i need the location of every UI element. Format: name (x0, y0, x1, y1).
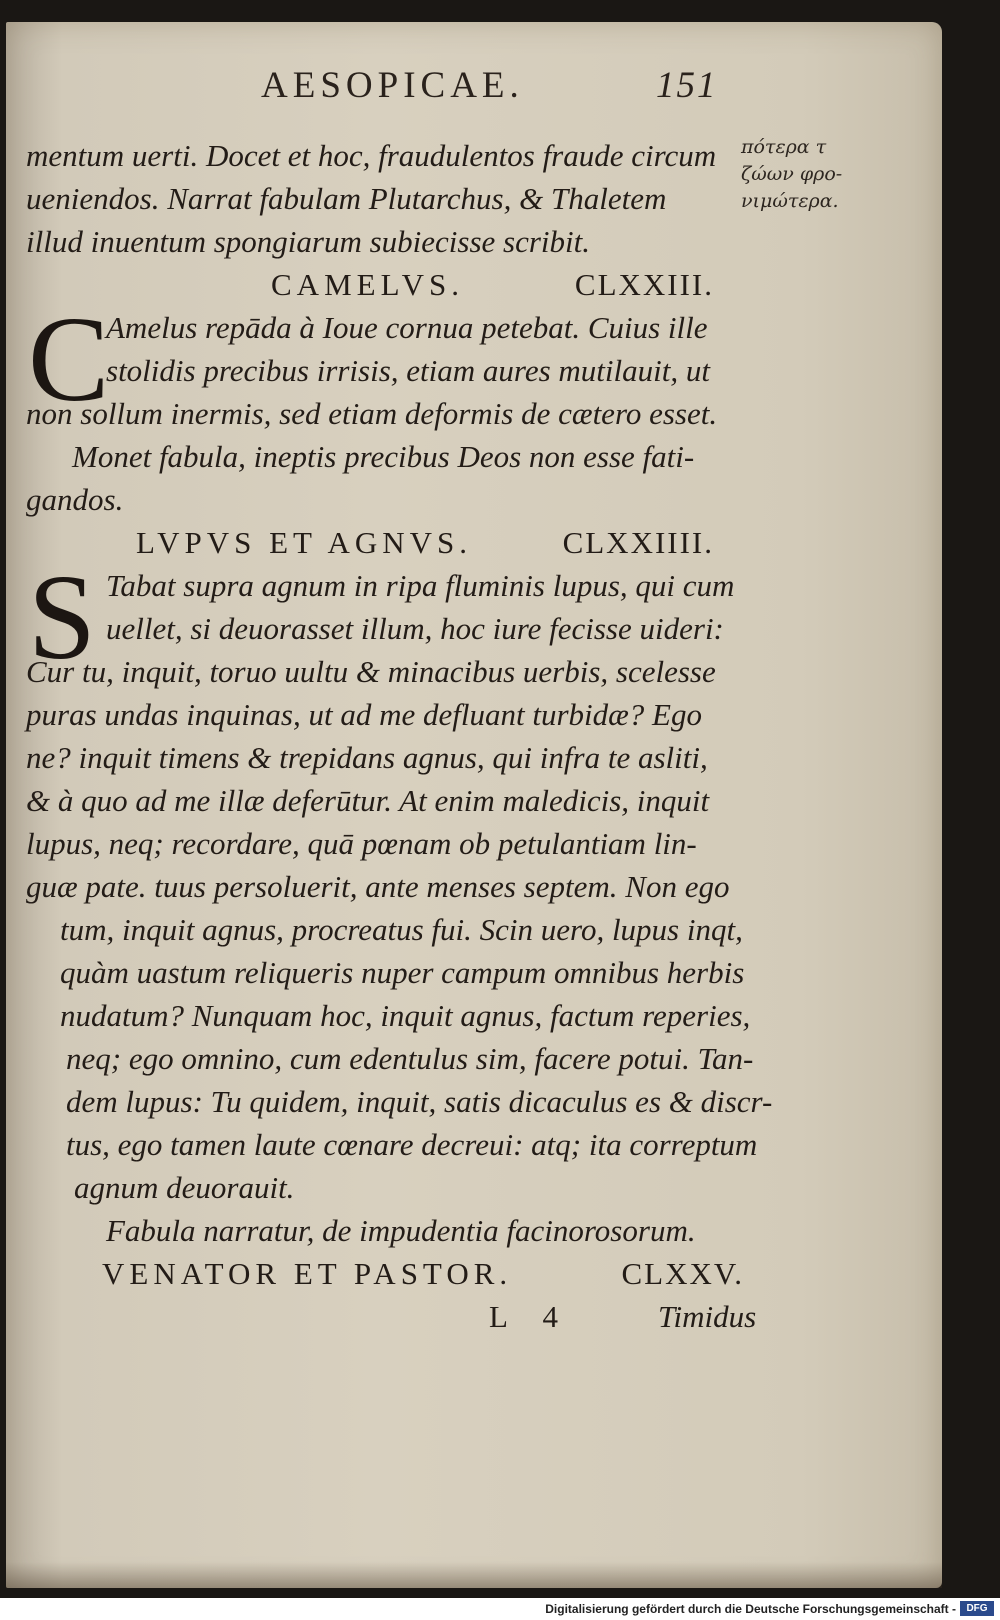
text-line: stolidis precibus irrisis, etiam aures mutilauit, ut (106, 353, 710, 388)
fable-title (26, 521, 766, 564)
text-line: agnum deuorauit. (74, 1170, 295, 1205)
moral-line: Monet fabula, ineptis precibus Deos non esse fati- (72, 439, 695, 474)
text-line: tus, ego tamen laute cœnare decreui: atq; ita correptum (66, 1127, 758, 1162)
funding-credit: Digitalisierung gefördert durch die Deutsche Forschungsgemeinschaft - (545, 1602, 956, 1616)
fable-number: CLXXV. (621, 1256, 744, 1291)
text-line: puras undas inquinas, ut ad me defluant turbidæ? Ego (26, 697, 702, 732)
signature-line (26, 1295, 766, 1338)
drop-cap: C (28, 292, 110, 427)
moral-line: Fabula narratur, de impudentia facinorosorum. (106, 1213, 696, 1248)
page-edge-shadow (6, 1562, 942, 1588)
text-line: Amelus repāda à Ioue cornua petebat. Cuius ille (106, 310, 708, 345)
text-line: non sollum inermis, sed etiam deformis de cætero esset. (26, 396, 718, 431)
book-page (6, 22, 942, 1588)
drop-cap: S (28, 550, 96, 685)
text-line: quàm uastum reliqueris nuper campum omnibus herbis (60, 955, 745, 990)
marginal-note-line: νιμώτερα. (741, 190, 839, 212)
text-line: dem lupus: Tu quidem, inquit, satis dicaculus es & discr- (66, 1084, 773, 1119)
fable-title-text: LVPVS ET AGNVS. (136, 525, 472, 560)
fable-number: CLXXIII. (574, 267, 714, 302)
text-line: ne? inquit timens & trepidans agnus, qui infra te asliti, (26, 740, 708, 775)
fable-paragraph (26, 550, 766, 693)
fable-number: CLXXIIII. (562, 525, 714, 560)
fable-paragraph (26, 292, 766, 435)
fable-title (26, 1252, 766, 1295)
running-head: AESOPICAE. (261, 65, 524, 106)
text-line: gandos. (26, 482, 124, 517)
text-line: ueniendos. Narrat fabulam Plutarchus, & Thaletem (26, 181, 667, 216)
text-line: nudatum? Nunquam hoc, inquit agnus, factum reperies, (60, 998, 751, 1033)
signature-mark: L 4 (489, 1299, 573, 1334)
marginal-note-line: ζώων φρο- (741, 163, 843, 185)
catchword: Timidus (658, 1299, 757, 1334)
text-line: Cur tu, inquit, toruo uultu & minacibus uerbis, scelesse (26, 654, 716, 689)
marginal-note-line: πότερα τ (741, 136, 827, 158)
text-line: neq; ego omnino, cum edentulus sim, facere potui. Tan- (66, 1041, 754, 1076)
page-text (26, 134, 773, 1338)
text-line: mentum uerti. Docet et hoc, fraudulentos fraude circum (26, 138, 717, 173)
dfg-logo: DFG (960, 1601, 994, 1616)
text-line: uellet, si deuorasset illum, hoc iure fecisse uideri: (106, 611, 724, 646)
fable-title (26, 263, 766, 306)
text-line: tum, inquit agnus, procreatus fui. Scin uero, lupus inqt, (60, 912, 743, 947)
digitization-footer (0, 1598, 1000, 1620)
fable-title-text: CAMELVS. (271, 267, 465, 302)
text-line: lupus, neq; recordare, quā pœnam ob petulantiam lin- (26, 826, 697, 861)
text-line: Tabat supra agnum in ripa fluminis lupus, qui cum (106, 568, 735, 603)
text-line: & à quo ad me illæ deferūtur. At enim maledicis, inquit (26, 783, 710, 818)
text-line: guæ pate. tuus persoluerit, ante menses septem. Non ego (26, 869, 730, 904)
folio-number: 151 (656, 65, 718, 106)
fable-title-text: VENATOR ET PASTOR. (102, 1256, 513, 1291)
text-line: illud inuentum spongiarum subiecisse scribit. (26, 224, 591, 259)
